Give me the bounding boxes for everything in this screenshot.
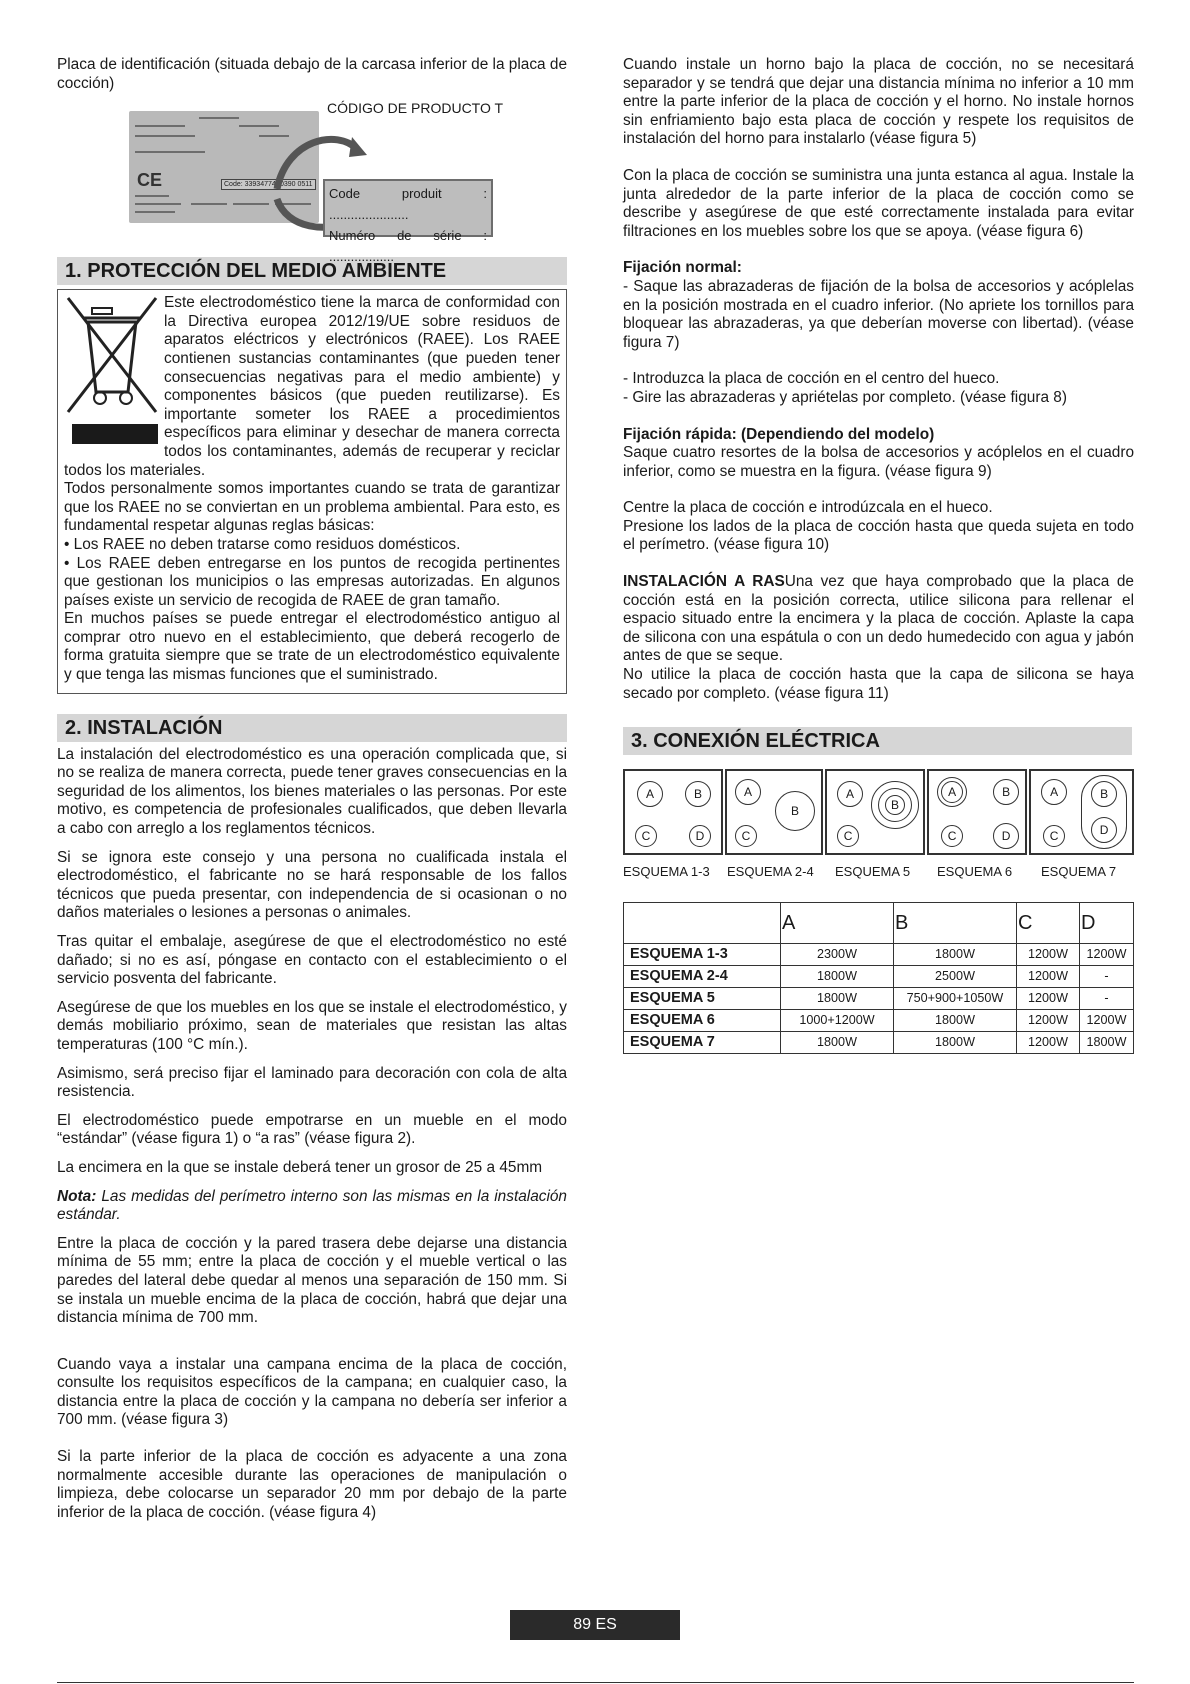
code-box-line2: Numéro de série : .................. bbox=[329, 228, 487, 265]
plate-serial: 0390 0511 bbox=[277, 179, 316, 190]
plate-code: Code: 33934774 bbox=[221, 179, 279, 190]
table-cell: 1200W bbox=[1017, 1031, 1080, 1053]
power-table bbox=[623, 902, 1134, 1054]
table-cell: 750+900+1050W bbox=[894, 987, 1017, 1009]
weee-bin-icon bbox=[64, 294, 160, 444]
inst-p10: Si la parte inferior de la placa de cocción es adyacente a una zona normalmente accesible durante las operaciones de manipulación o limpieza, debe colocarse un separador 20 mm por debajo de la parte inferior de la placa de cocción. (véase figura 4) bbox=[57, 1448, 567, 1521]
schemes-figure bbox=[623, 769, 1134, 882]
note-label: Nota: bbox=[57, 1187, 97, 1205]
table-cell: 1800W bbox=[1080, 1031, 1134, 1053]
scheme-label: ESQUEMA 7 bbox=[1041, 864, 1117, 880]
weee-box bbox=[57, 289, 567, 693]
section3-title: 3. CONEXIÓN ELÉCTRICA bbox=[623, 727, 1132, 755]
table-cell: - bbox=[1080, 965, 1134, 987]
zone-b: B bbox=[685, 781, 711, 807]
zone-b: B bbox=[993, 779, 1019, 805]
weee-p2: Todos personalmente somos importantes cuando se trata de garantizar que los RAEE no se conviertan en un problema ambiental. Para esto, es fundamental respetar algunas reglas básicas: bbox=[64, 480, 560, 535]
zone-c: C bbox=[941, 825, 963, 847]
scheme-label: ESQUEMA 6 bbox=[937, 864, 1013, 880]
scheme-2-4 bbox=[725, 769, 823, 855]
id-plate-figure bbox=[57, 99, 567, 265]
table-cell: 1200W bbox=[1080, 943, 1134, 965]
product-code-label: CÓDIGO DE PRODUCTO T bbox=[327, 100, 504, 117]
table-row bbox=[624, 1031, 1134, 1053]
scheme-5 bbox=[825, 769, 925, 855]
table-cell: 1800W bbox=[781, 987, 894, 1009]
table-cell: 1200W bbox=[1017, 987, 1080, 1009]
inst-p5: Asimismo, será preciso fijar el laminado para decoración con cola de alta resistencia. bbox=[57, 1064, 567, 1101]
table-cell: 1200W bbox=[1017, 1009, 1080, 1031]
scheme-7 bbox=[1029, 769, 1134, 855]
inst-note bbox=[57, 1188, 567, 1225]
scheme-1-3 bbox=[623, 769, 723, 855]
table-cell: - bbox=[1080, 987, 1134, 1009]
scheme-6 bbox=[927, 769, 1027, 855]
table-header: D bbox=[1080, 902, 1134, 943]
table-row bbox=[624, 1009, 1134, 1031]
zone-a: A bbox=[1041, 779, 1067, 805]
zone-a: A bbox=[837, 781, 863, 807]
bottom-rule bbox=[57, 1682, 1134, 1683]
zone-d: D bbox=[993, 823, 1019, 849]
right-p4a: - Introduzca la placa de cocción en el centro del hueco. bbox=[623, 370, 1000, 388]
zone-b: B bbox=[885, 795, 905, 815]
inst-p1: La instalación del electrodoméstico es una operación complicada que, si no se realiza de manera correcta, puede tener graves consecuencias en la seguridad de los alimentos, los bienes materiales o las personas. Por este motivo, es competencia de profesionales cualificados, que deben llevarla a cabo con arreglo a los reglamentos técnicos. bbox=[57, 745, 567, 838]
table-cell: ESQUEMA 1-3 bbox=[624, 943, 781, 965]
table-cell: 1200W bbox=[1017, 965, 1080, 987]
table-cell: 1800W bbox=[781, 965, 894, 987]
fijacion-normal-heading: Fijación normal: bbox=[623, 259, 742, 277]
ce-mark: CE bbox=[137, 170, 163, 191]
page-number: 89 ES bbox=[510, 1610, 680, 1640]
table-header bbox=[624, 902, 781, 943]
right-p7-text: Una vez que haya comprobado que la placa de cocción está en la posición correcta, utilice silicona para rellenar el espacio situado entre la encimera y la placa de cocción. Aplaste la capa de silicona con una espátula o con un dedo humedecido con agua y jabón antes de que se seque. bbox=[623, 573, 1134, 665]
left-column bbox=[57, 56, 567, 1532]
zone-a: A bbox=[735, 779, 761, 805]
inst-p7: La encimera en la que se instale deberá tener un grosor de 25 a 45mm bbox=[57, 1158, 543, 1176]
schemes-row bbox=[623, 769, 1134, 855]
right-p3: - Saque las abrazaderas de fijación de la bolsa de accesorios y acóplelas en la posición mostrada en el cuadro inferior. (No apriete los tornillos para bloquear las abrazaderas, ya que deberían moverse con libertad). (véase figura 7) bbox=[623, 277, 1134, 351]
table-cell: ESQUEMA 2-4 bbox=[624, 965, 781, 987]
table-cell: ESQUEMA 6 bbox=[624, 1009, 781, 1031]
table-cell: 1200W bbox=[1017, 943, 1080, 965]
zone-a: A bbox=[941, 781, 963, 803]
table-cell: 2500W bbox=[894, 965, 1017, 987]
inst-p6: El electrodoméstico puede empotrarse en un mueble en el modo “estándar” (véase figura 1) o “a ras” (véase figura 2). bbox=[57, 1111, 567, 1148]
table-header: C bbox=[1017, 902, 1080, 943]
inst-p3: Tras quitar el embalaje, asegúrese de que el electrodoméstico no esté dañado; si no es así, póngase en contacto con el establecimiento o el servicio posventa del fabricante. bbox=[57, 933, 567, 988]
note-text: Las medidas del perímetro interno son las mismas en la instalación estándar. bbox=[57, 1187, 567, 1224]
scheme-label: ESQUEMA 5 bbox=[835, 864, 911, 880]
inst-p9: Cuando vaya a instalar una campana encima de la placa de cocción, consulte los requisitos específicos de la campana; en cualquier caso, la distancia entre la placa de cocción y la campana no debería ser inferior a 700 mm. (véase figura 3) bbox=[57, 1355, 567, 1429]
right-p5: Saque cuatro resortes de la bolsa de accesorios y acóplelos en el cuadro inferior, como se muestra en la figura. (véase figura 9) bbox=[623, 444, 1134, 480]
zone-c: C bbox=[735, 825, 757, 847]
table-cell: 1000+1200W bbox=[781, 1009, 894, 1031]
table-cell: 2300W bbox=[781, 943, 894, 965]
scheme-label: ESQUEMA 2-4 bbox=[727, 864, 814, 880]
code-box bbox=[323, 179, 493, 265]
zone-d: D bbox=[1091, 817, 1117, 843]
table-cell: 1800W bbox=[894, 1031, 1017, 1053]
table-row bbox=[624, 965, 1134, 987]
table-cell: ESQUEMA 5 bbox=[624, 987, 781, 1009]
section1-title: 1. PROTECCIÓN DEL MEDIO AMBIENTE bbox=[57, 257, 567, 285]
scheme-labels bbox=[623, 863, 1134, 882]
scheme-label: ESQUEMA 1-3 bbox=[623, 864, 710, 880]
weee-p1: Este electrodoméstico tiene la marca de conformidad con la Directiva europea 2012/19/UE sobre residuos de aparatos eléctricos y electrónicos (RAEE). Los RAEE contienen sustancias contaminantes (que pueden tener consecuencias negativas para el medio ambiente) y componentes básicos (que pueden reutilizarse). Es importante someter los RAEE a procedimientos específicos para eliminar y desechar de manera correcta todos los contaminantes, además de recuperar y reciclar todos los materiales. bbox=[64, 294, 560, 479]
right-p8: No utilice la placa de cocción hasta que la capa de silicona se haya secado por completo. (véase figura 11) bbox=[623, 666, 1134, 702]
table-row bbox=[624, 987, 1134, 1009]
table-cell: 1800W bbox=[781, 1031, 894, 1053]
zone-a: A bbox=[637, 781, 663, 807]
code-box-line1: Code produit : ...................... bbox=[329, 186, 487, 223]
table-cell: 1800W bbox=[894, 1009, 1017, 1031]
zone-c: C bbox=[1043, 825, 1065, 847]
zone-d: D bbox=[689, 825, 711, 847]
zone-b: B bbox=[1091, 781, 1117, 807]
table-cell: ESQUEMA 7 bbox=[624, 1031, 781, 1053]
table-cell: 1800W bbox=[894, 943, 1017, 965]
weee-bullet2: • Los RAEE deben entregarse en los puntos de recogida pertinentes que gestionan los municipios o las empresas autorizadas. En algunos países existe un servicio de recogida de RAEE de gran tamaño. bbox=[64, 554, 560, 609]
right-column bbox=[623, 56, 1134, 1054]
id-plate-caption: Placa de identificación (situada debajo de la carcasa inferior de la placa de cocción) bbox=[57, 56, 567, 92]
weee-bullet1: • Los RAEE no deben tratarse como residuos domésticos. bbox=[64, 535, 461, 553]
fijacion-rapida-heading: Fijación rápida: (Dependiendo del modelo) bbox=[623, 425, 935, 443]
section2-title: 2. INSTALACIÓN bbox=[57, 714, 567, 742]
inst-p2: Si se ignora este consejo y una persona no cualificada instala el electrodoméstico, el fabricante no se hará responsable de los fallos técnicos que pueda presentar, con independencia de si ocasionan o no daños materiales o lesiones a personas o animales. bbox=[57, 848, 567, 922]
right-p1: Cuando instale un horno bajo la placa de cocción, no se necesitará separador y se tendrá que dejar una distancia mínima no inferior a 10 mm entre la parte inferior de la placa de cocción y el horno. No instale hornos sin enfriamiento bajo esta placa de cocción y respete los requisitos de instalación del horno para instalarlo (véase figura 5) bbox=[623, 56, 1134, 148]
right-p2: Con la placa de cocción se suministra una junta estanca al agua. Instale la junta alrededor de la parte inferior de la placa de cocción como se describe y asegúrese de que esté correctamente instalada para evitar filtraciones en los muebles sobre los que se apoya. (véase figura 6) bbox=[623, 166, 1134, 240]
instalacion-ras-heading: INSTALACIÓN A RAS bbox=[623, 573, 785, 591]
table-row bbox=[624, 943, 1134, 965]
zone-b: B bbox=[775, 791, 815, 831]
right-p6a: Centre la placa de cocción e introdúzcala en el hueco. bbox=[623, 499, 993, 517]
table-header: A bbox=[781, 902, 894, 943]
right-p4b: - Gire las abrazaderas y apriételas por completo. (véase figura 8) bbox=[623, 388, 1067, 406]
table-header-row bbox=[624, 902, 1134, 943]
table-cell: 1200W bbox=[1080, 1009, 1134, 1031]
table-header: B bbox=[894, 902, 1017, 943]
zone-c: C bbox=[635, 825, 657, 847]
zone-c: C bbox=[837, 825, 859, 847]
inst-p8: Entre la placa de cocción y la pared trasera debe dejarse una distancia mínima de 55 mm; entre la placa de cocción y el mueble vertical o las paredes del lateral debe quedar al menos una separación de 150 mm. Si se instala un mueble encima de la placa de cocción, habrá que dejar una distancia mínima de 700 mm. bbox=[57, 1234, 567, 1327]
inst-p4: Asegúrese de que los muebles en los que se instale el electrodoméstico, y demás mobiliario próximo, sean de materiales que resistan las altas temperaturas (100 °C mín.). bbox=[57, 998, 567, 1053]
right-p7 bbox=[623, 573, 1134, 666]
right-p6b: Presione los lados de la placa de cocción hasta que queda sujeta en todo el perímetro. (véase figura 10) bbox=[623, 517, 1134, 554]
weee-p3: En muchos países se puede entregar el electrodoméstico antiguo al comprar otro nuevo en el establecimiento, que deberá recogerlo de forma gratuita siempre que se trate de un electrodoméstico equivalente y que tenga las mismas funciones que el suministrado. bbox=[64, 610, 560, 684]
weee-black-bar bbox=[72, 424, 158, 444]
